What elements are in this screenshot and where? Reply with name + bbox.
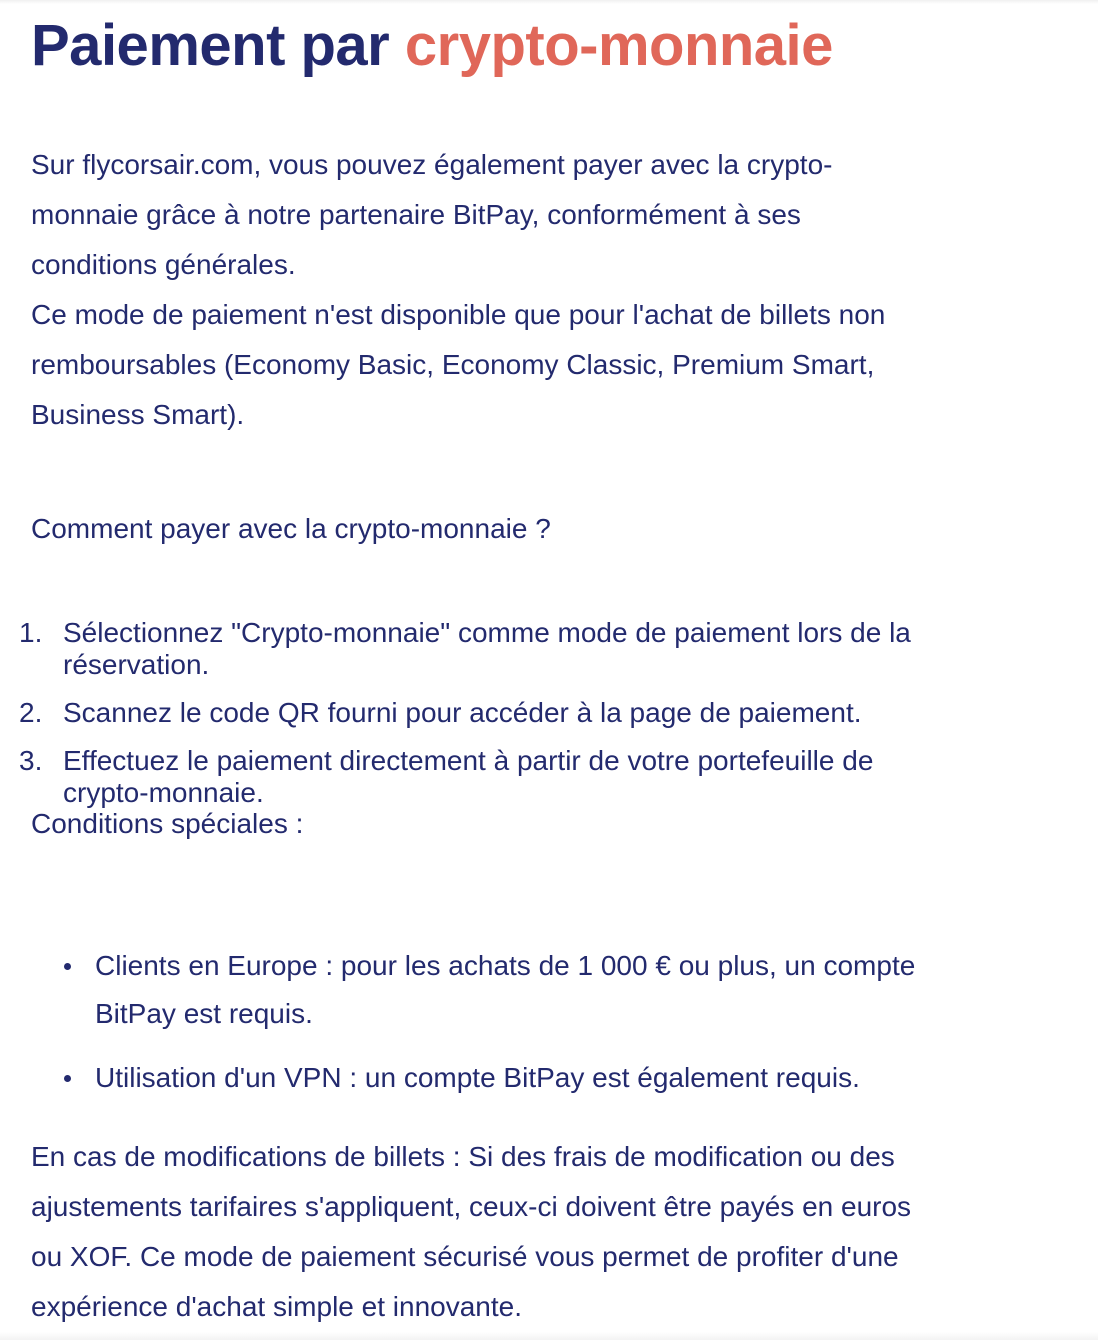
- condition-text-line: Utilisation d'un VPN : un compte BitPay est également requis.: [95, 1062, 860, 1093]
- outro-line: ajustements tarifaires s'appliquent, ceux-ci doivent être payés en euros: [31, 1191, 912, 1222]
- conditions-list: [0, 942, 1085, 1118]
- bullet-icon: [64, 963, 71, 970]
- step-number: 2.: [19, 697, 43, 728]
- bullet-icon: [64, 1075, 71, 1082]
- bottom-edge-shadow: [0, 1332, 1098, 1340]
- outro-paragraph: [31, 1132, 1081, 1332]
- intro-paragraph: [31, 140, 1081, 440]
- condition-item: [0, 1054, 1085, 1102]
- steps-list: [0, 617, 1083, 825]
- title-part-primary: Paiement par: [31, 13, 405, 78]
- step-item: [0, 697, 1083, 729]
- step-number: 3.: [19, 745, 43, 776]
- step-text-line: Sélectionnez "Crypto-monnaie" comme mode de paiement lors de la: [63, 617, 911, 648]
- step-item: [0, 745, 1083, 809]
- top-edge-shadow: [0, 0, 1098, 4]
- conditions-heading: Conditions spéciales :: [31, 808, 304, 839]
- intro-line: remboursables (Economy Basic, Economy Classic, Premium Smart,: [31, 349, 875, 380]
- outro-line: expérience d'achat simple et innovante.: [31, 1291, 522, 1322]
- intro-line: monnaie grâce à notre partenaire BitPay, conformément à ses: [31, 199, 801, 230]
- howto-heading: Comment payer avec la crypto-monnaie ?: [31, 513, 551, 544]
- intro-line: Business Smart).: [31, 399, 245, 430]
- outro-line: ou XOF. Ce mode de paiement sécurisé vous permet de profiter d'une: [31, 1241, 899, 1272]
- step-text-line: réservation.: [63, 649, 210, 680]
- step-number: 1.: [19, 617, 43, 648]
- step-text-line: Scannez le code QR fourni pour accéder à la page de paiement.: [63, 697, 862, 728]
- condition-text-line: BitPay est requis.: [95, 998, 313, 1029]
- intro-line: Sur flycorsair.com, vous pouvez également payer avec la crypto-: [31, 149, 833, 180]
- outro-line: En cas de modifications de billets : Si des frais de modification ou des: [31, 1141, 895, 1172]
- condition-text-line: Clients en Europe : pour les achats de 1 000 € ou plus, un compte: [95, 950, 916, 981]
- title-part-accent: crypto-monnaie: [404, 13, 833, 78]
- page-title: [31, 8, 833, 84]
- step-item: [0, 617, 1083, 681]
- intro-line: conditions générales.: [31, 249, 296, 280]
- step-text-line: crypto-monnaie.: [63, 777, 264, 808]
- condition-item: [0, 942, 1085, 1038]
- intro-line: Ce mode de paiement n'est disponible que pour l'achat de billets non: [31, 299, 886, 330]
- step-text-line: Effectuez le paiement directement à partir de votre portefeuille de: [63, 745, 874, 776]
